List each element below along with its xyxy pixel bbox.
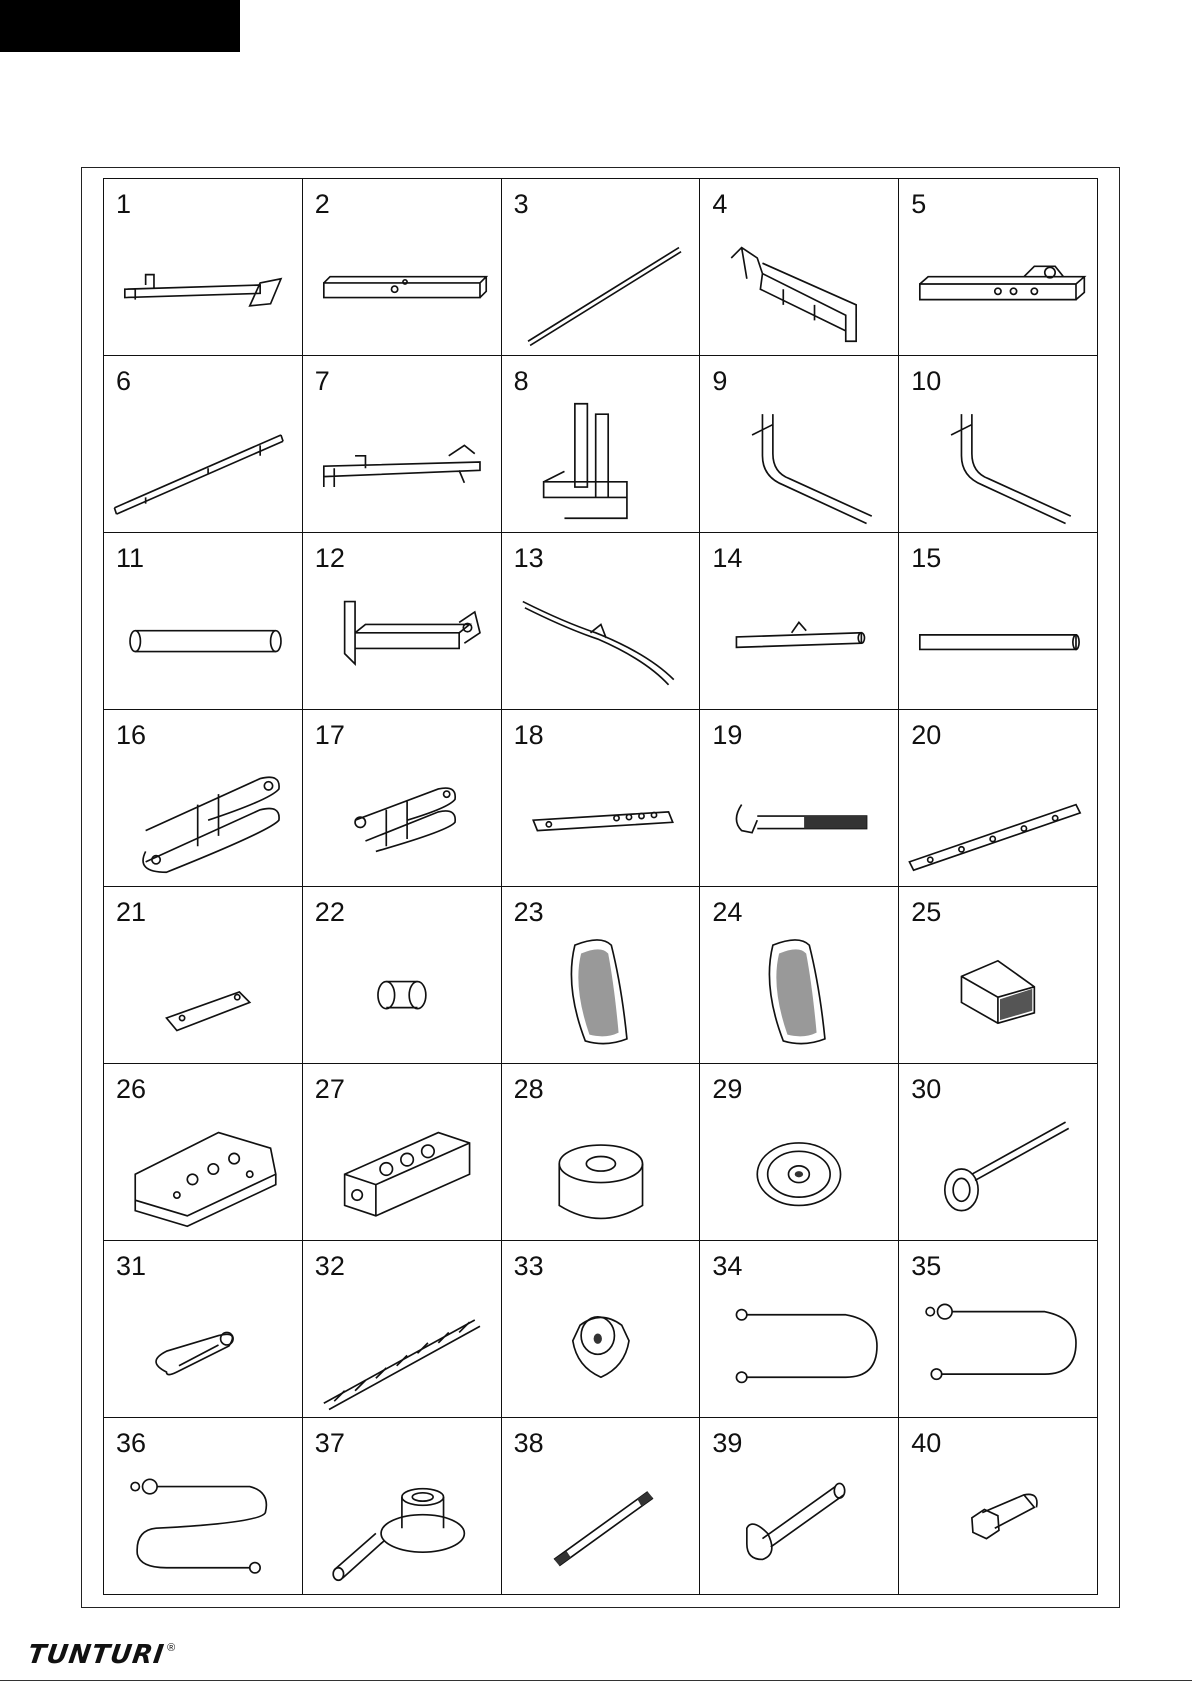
part-cell-39 xyxy=(700,1418,899,1595)
end-cap-icon xyxy=(899,921,1097,1063)
selector-pin-icon xyxy=(899,1098,1097,1240)
part-cell-34 xyxy=(700,1241,899,1418)
part-cell-19 xyxy=(700,710,899,887)
flat-bar-icon xyxy=(502,744,700,886)
part-number: 12 xyxy=(314,543,345,573)
snap-hook-icon xyxy=(104,1275,302,1417)
part-number: 14 xyxy=(712,543,743,573)
part-number: 28 xyxy=(513,1074,544,1104)
part-cell-35 xyxy=(899,1241,1098,1418)
part-number: 11 xyxy=(116,543,145,573)
square-tube-icon xyxy=(303,213,501,355)
part-cell-18 xyxy=(502,710,701,887)
part-number: 3 xyxy=(513,189,529,219)
cable-icon xyxy=(700,1275,898,1417)
part-number: 37 xyxy=(314,1428,345,1458)
part-cell-36 xyxy=(104,1418,303,1595)
part-cell-12 xyxy=(303,533,502,710)
part-cell-28 xyxy=(502,1064,701,1241)
long-rail-icon xyxy=(104,390,302,532)
part-cell-33 xyxy=(502,1241,701,1418)
part-cell-38 xyxy=(502,1418,701,1595)
part-number: 29 xyxy=(712,1074,743,1104)
pedal-icon xyxy=(502,921,700,1063)
part-cell-37 xyxy=(303,1418,502,1595)
part-cell-20 xyxy=(899,710,1098,887)
part-number: 13 xyxy=(513,543,544,573)
part-number: 27 xyxy=(314,1074,345,1104)
registered-mark: ® xyxy=(167,1642,176,1654)
part-number: 18 xyxy=(513,720,544,750)
part-cell-16 xyxy=(104,710,303,887)
brand-name: TUNTURI xyxy=(25,1640,167,1670)
part-number: 36 xyxy=(116,1428,147,1458)
part-cell-2 xyxy=(303,179,502,356)
large-clevis-icon xyxy=(104,744,302,886)
part-number: 7 xyxy=(314,366,330,396)
part-cell-3 xyxy=(502,179,701,356)
part-number: 40 xyxy=(911,1428,942,1458)
part-number: 15 xyxy=(911,543,942,573)
part-number: 38 xyxy=(513,1428,544,1458)
part-number: 2 xyxy=(314,189,330,219)
part-number: 39 xyxy=(712,1428,743,1458)
part-cell-5 xyxy=(899,179,1098,356)
weight-plate-top-icon xyxy=(104,1098,302,1240)
bushing-icon xyxy=(303,921,501,1063)
part-cell-27 xyxy=(303,1064,502,1241)
pin-collar-icon xyxy=(303,1452,501,1594)
part-cell-22 xyxy=(303,887,502,1064)
part-number: 5 xyxy=(911,189,927,219)
part-cell-26 xyxy=(104,1064,303,1241)
part-number: 24 xyxy=(712,897,743,927)
part-number: 32 xyxy=(314,1251,345,1281)
part-cell-29 xyxy=(700,1064,899,1241)
part-number: 9 xyxy=(712,366,728,396)
short-tube-icon xyxy=(104,567,302,709)
part-cell-23 xyxy=(502,887,701,1064)
part-cell-13 xyxy=(502,533,701,710)
part-number: 26 xyxy=(116,1074,147,1104)
header-black-block xyxy=(0,0,240,52)
small-clevis-icon xyxy=(303,744,501,886)
part-number: 1 xyxy=(116,189,132,219)
part-cell-32 xyxy=(303,1241,502,1418)
part-cell-40 xyxy=(899,1418,1098,1595)
part-cell-14 xyxy=(700,533,899,710)
part-cell-1 xyxy=(104,179,303,356)
part-number: 4 xyxy=(712,189,728,219)
pulley-icon xyxy=(700,1098,898,1240)
part-cell-25 xyxy=(899,887,1098,1064)
part-number: 16 xyxy=(116,720,147,750)
part-number: 6 xyxy=(116,366,132,396)
part-number: 19 xyxy=(712,720,743,750)
part-number: 23 xyxy=(513,897,544,927)
parts-grid xyxy=(103,178,1098,1595)
tube-bracket-icon xyxy=(104,213,302,355)
part-cell-24 xyxy=(700,887,899,1064)
bent-tube-icon xyxy=(700,390,898,532)
ring-icon xyxy=(502,1098,700,1240)
cable-ball-icon xyxy=(899,1275,1097,1417)
slide-frame-icon xyxy=(303,390,501,532)
bracket-arm-icon xyxy=(303,567,501,709)
pedal-icon xyxy=(700,921,898,1063)
carriage-bolt-icon xyxy=(700,1452,898,1594)
part-cell-31 xyxy=(104,1241,303,1418)
part-number: 21 xyxy=(116,897,147,927)
chain-icon xyxy=(303,1275,501,1417)
threaded-rod-icon xyxy=(502,1452,700,1594)
part-cell-17 xyxy=(303,710,502,887)
part-number: 30 xyxy=(911,1074,942,1104)
frame-arm-icon xyxy=(700,213,898,355)
part-number: 17 xyxy=(314,720,345,750)
part-cell-7 xyxy=(303,356,502,533)
part-number: 10 xyxy=(911,366,942,396)
part-cell-9 xyxy=(700,356,899,533)
hex-bolt-icon xyxy=(899,1452,1097,1594)
short-bar-icon xyxy=(700,567,898,709)
upright-frame-icon xyxy=(502,390,700,532)
part-number: 8 xyxy=(513,366,529,396)
long-cable-icon xyxy=(104,1452,302,1594)
part-number: 34 xyxy=(712,1251,743,1281)
adjust-rail-icon xyxy=(899,744,1097,886)
tube-icon xyxy=(899,567,1097,709)
part-number: 33 xyxy=(513,1251,544,1281)
footer-rule xyxy=(0,1680,1192,1681)
part-cell-11 xyxy=(104,533,303,710)
part-cell-10 xyxy=(899,356,1098,533)
part-cell-21 xyxy=(104,887,303,1064)
plate-icon xyxy=(104,921,302,1063)
part-cell-8 xyxy=(502,356,701,533)
weight-block-icon xyxy=(303,1098,501,1240)
part-cell-4 xyxy=(700,179,899,356)
holed-tube-icon xyxy=(899,213,1097,355)
part-cell-30 xyxy=(899,1064,1098,1241)
brand-logo xyxy=(25,1640,176,1670)
eye-bolt-icon xyxy=(700,744,898,886)
rod-icon xyxy=(502,213,700,355)
knob-icon xyxy=(502,1275,700,1417)
part-cell-15 xyxy=(899,533,1098,710)
curved-bar-icon xyxy=(502,567,700,709)
part-number: 35 xyxy=(911,1251,942,1281)
part-number: 20 xyxy=(911,720,942,750)
part-number: 22 xyxy=(314,897,345,927)
bent-tube-icon xyxy=(899,390,1097,532)
part-number: 25 xyxy=(911,897,942,927)
part-number: 31 xyxy=(116,1251,147,1281)
part-cell-6 xyxy=(104,356,303,533)
